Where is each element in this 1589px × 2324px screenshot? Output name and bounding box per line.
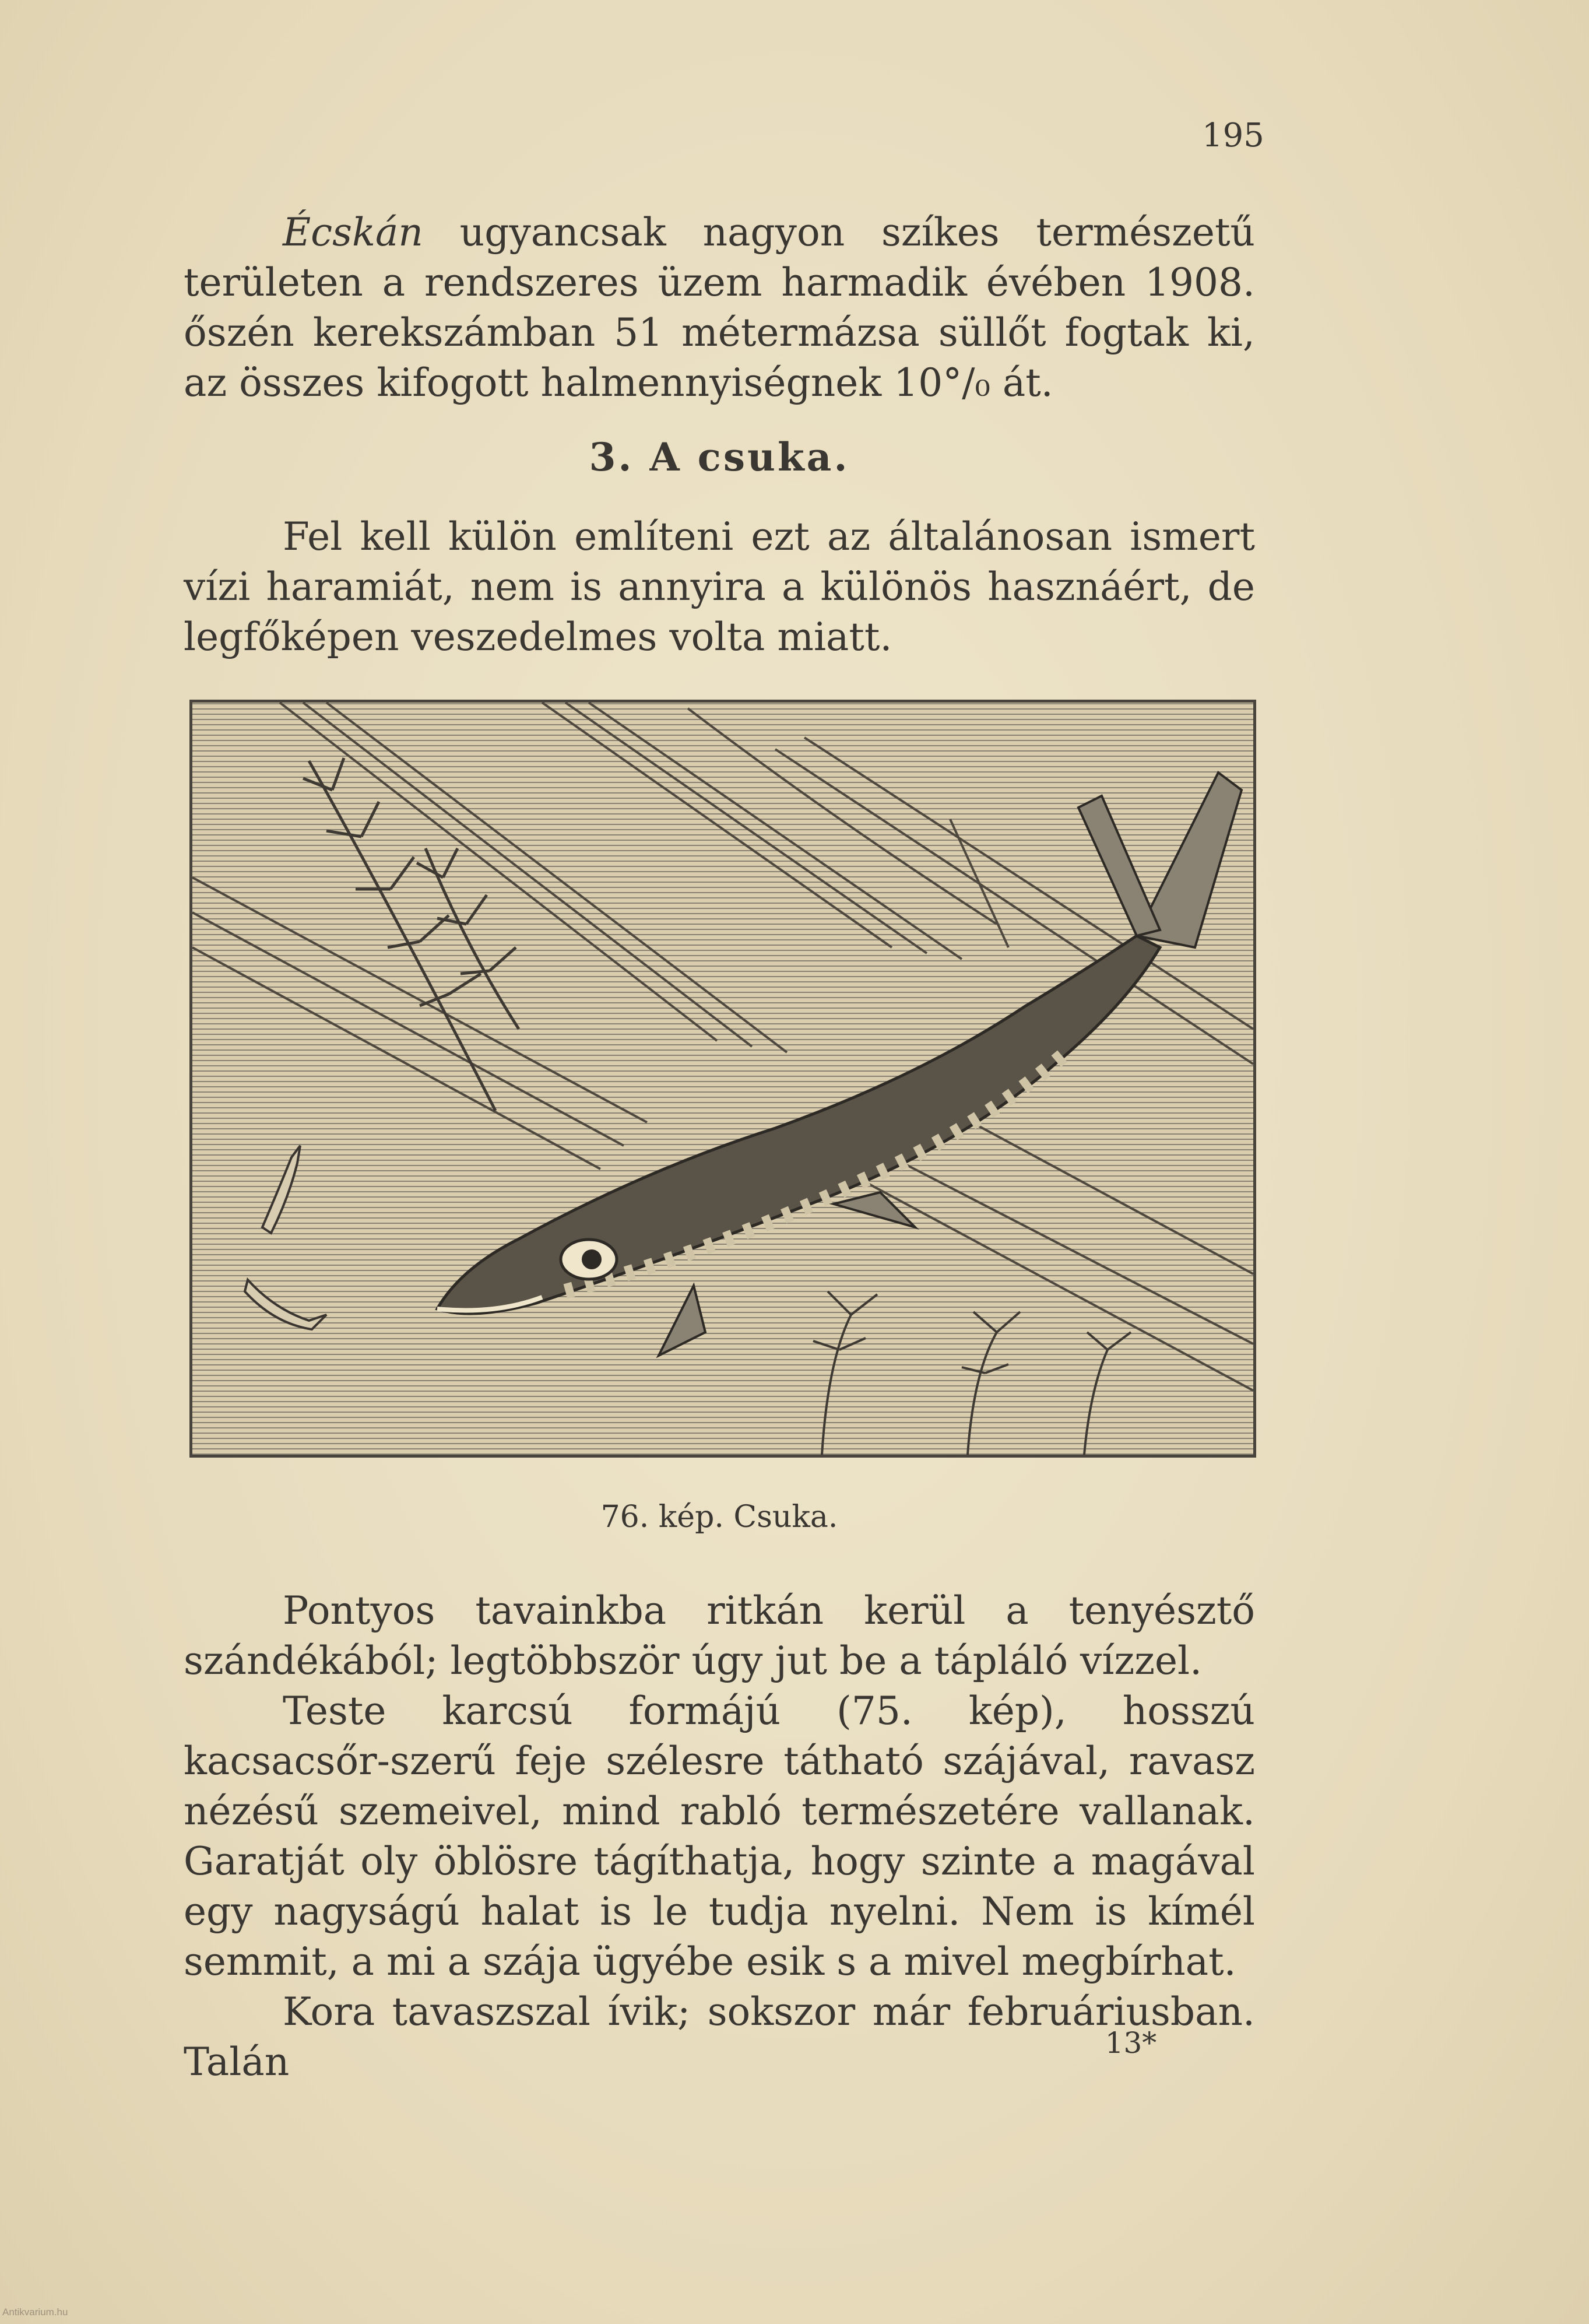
paragraphs-after-figure [184,1586,1255,2087]
pike-engraving [192,703,1253,1455]
paragraph-intro [184,512,1255,662]
water-plant-left [303,758,519,1111]
paragraph-eckan-text: ugyancsak nagyon szíkes természetű területen a rendszeres üzem harmadik évében 1908. őszén kerekszámban 51 métermázsa süllőt fogtak ki, az összes kifogott halmennyiségnek 10°/₀ át. [184,210,1255,405]
signature-mark: 13* [1105,2026,1157,2060]
paragraph-after-3: Kora tavaszszal ívik; sokszor már februáriusban. Talán [184,1989,1255,2084]
paragraph-after-1: Pontyos tavainkba ritkán kerül a tenyésztő szándékából; legtöbbször úgy jut be a tápláló vízzel. [184,1588,1255,1683]
bottom-weeds [813,1291,1131,1455]
place-name-italic: Écskán [283,210,423,255]
section-heading: 3. A csuka. [589,434,850,480]
pike-illustration [189,700,1256,1458]
pike-fish [437,773,1242,1356]
paragraph-after-2: Teste karcsú formájú (75. kép), hosszú kacsacsőr-szerű feje szélesre tátható szájával, ravasz nézésű szemeivel, mind rabló természetére vallanak. Garatját oly öblösre tágíthatja, hogy szinte a magával egy nagyságú halat is le tudja nyelni. Nem is kímél semmit, a mi a szája ügyébe esik s a mivel megbírhat. [184,1688,1255,1984]
figure-caption: 76. kép. Csuka. [600,1500,838,1535]
paragraph-intro-text: Fel kell külön említeni ezt az általánosan ismert vízi haramiát, nem is annyira a különös hasznáért, de legfőképen veszedelmes volta miatt. [184,514,1255,659]
small-fish [245,1146,326,1329]
watermark: Antikvarium.hu [2,2307,68,2318]
paragraph-eckan [184,208,1255,408]
page-number: 195 [1202,117,1264,155]
